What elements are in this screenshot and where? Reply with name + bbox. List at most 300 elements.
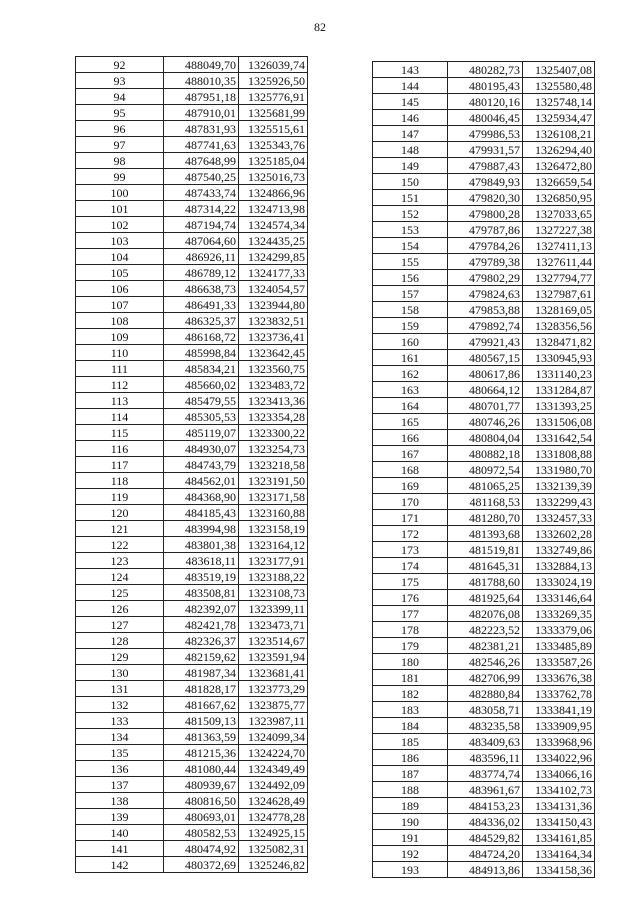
table-row: [373, 270, 595, 286]
table-row: [76, 313, 308, 329]
table-row: [76, 713, 308, 729]
table-row: [373, 158, 595, 174]
x-coordinate-cell: 483508,81: [164, 585, 239, 601]
x-coordinate-cell: 482159,62: [164, 649, 239, 665]
y-coordinate-cell: 1324224,70: [239, 745, 308, 761]
point-number-cell: 150: [373, 174, 448, 190]
x-coordinate-cell: 484743,79: [164, 457, 239, 473]
x-coordinate-cell: 482381,21: [448, 638, 523, 654]
table-row: [373, 670, 595, 686]
point-number-cell: 95: [76, 105, 164, 121]
y-coordinate-cell: 1326850,95: [523, 190, 595, 206]
y-coordinate-cell: 1327987,61: [523, 286, 595, 302]
y-coordinate-cell: 1323399,11: [239, 601, 308, 617]
point-number-cell: 133: [76, 713, 164, 729]
y-coordinate-cell: 1325343,76: [239, 137, 308, 153]
point-number-cell: 137: [76, 777, 164, 793]
point-number-cell: 132: [76, 697, 164, 713]
point-number-cell: 159: [373, 318, 448, 334]
y-coordinate-cell: 1326294,40: [523, 142, 595, 158]
x-coordinate-cell: 482546,26: [448, 654, 523, 670]
x-coordinate-cell: 482326,37: [164, 633, 239, 649]
x-coordinate-cell: 484930,07: [164, 441, 239, 457]
y-coordinate-cell: 1323473,71: [239, 617, 308, 633]
coordinates-table-left: [75, 56, 308, 873]
table-row: [76, 153, 308, 169]
x-coordinate-cell: 480046,45: [448, 110, 523, 126]
point-number-cell: 100: [76, 185, 164, 201]
y-coordinate-cell: 1328169,05: [523, 302, 595, 318]
y-coordinate-cell: 1325926,50: [239, 73, 308, 89]
x-coordinate-cell: 487910,01: [164, 105, 239, 121]
y-coordinate-cell: 1332139,39: [523, 478, 595, 494]
point-number-cell: 101: [76, 201, 164, 217]
table-row: [373, 414, 595, 430]
x-coordinate-cell: 481788,60: [448, 574, 523, 590]
table-row: [76, 585, 308, 601]
point-number-cell: 116: [76, 441, 164, 457]
y-coordinate-cell: 1323681,41: [239, 665, 308, 681]
point-number-cell: 108: [76, 313, 164, 329]
point-number-cell: 156: [373, 270, 448, 286]
x-coordinate-cell: 480816,50: [164, 793, 239, 809]
table-row: [373, 190, 595, 206]
table-row: [373, 174, 595, 190]
y-coordinate-cell: 1323300,22: [239, 425, 308, 441]
point-number-cell: 119: [76, 489, 164, 505]
table-row: [373, 846, 595, 862]
y-coordinate-cell: 1334022,96: [523, 750, 595, 766]
x-coordinate-cell: 479787,86: [448, 222, 523, 238]
x-coordinate-cell: 481987,34: [164, 665, 239, 681]
x-coordinate-cell: 487741,63: [164, 137, 239, 153]
table-row: [373, 206, 595, 222]
table-row: [373, 62, 595, 78]
x-coordinate-cell: 483801,38: [164, 537, 239, 553]
point-number-cell: 192: [373, 846, 448, 862]
x-coordinate-cell: 481363,59: [164, 729, 239, 745]
table-row: [373, 478, 595, 494]
table-row: [373, 350, 595, 366]
table-row: [373, 782, 595, 798]
x-coordinate-cell: 488010,35: [164, 73, 239, 89]
y-coordinate-cell: 1325082,31: [239, 841, 308, 857]
table-row: [76, 505, 308, 521]
table-row: [76, 681, 308, 697]
table-row: [373, 542, 595, 558]
y-coordinate-cell: 1331642,54: [523, 430, 595, 446]
table-row: [373, 462, 595, 478]
point-number-cell: 164: [373, 398, 448, 414]
point-number-cell: 151: [373, 190, 448, 206]
x-coordinate-cell: 486789,12: [164, 265, 239, 281]
y-coordinate-cell: 1323642,45: [239, 345, 308, 361]
y-coordinate-cell: 1333024,19: [523, 574, 595, 590]
point-number-cell: 117: [76, 457, 164, 473]
y-coordinate-cell: 1325246,82: [239, 857, 308, 873]
x-coordinate-cell: 481280,70: [448, 510, 523, 526]
x-coordinate-cell: 480746,26: [448, 414, 523, 430]
table-row: [76, 665, 308, 681]
table-row: [76, 345, 308, 361]
y-coordinate-cell: 1333762,78: [523, 686, 595, 702]
y-coordinate-cell: 1323158,19: [239, 521, 308, 537]
y-coordinate-cell: 1331506,08: [523, 414, 595, 430]
y-coordinate-cell: 1327611,44: [523, 254, 595, 270]
point-number-cell: 123: [76, 553, 164, 569]
x-coordinate-cell: 483058,71: [448, 702, 523, 718]
table-row: [76, 73, 308, 89]
table-row: [76, 89, 308, 105]
y-coordinate-cell: 1333485,89: [523, 638, 595, 654]
table-row: [76, 617, 308, 633]
table-row: [373, 750, 595, 766]
point-number-cell: 145: [373, 94, 448, 110]
point-number-cell: 98: [76, 153, 164, 169]
y-coordinate-cell: 1325016,73: [239, 169, 308, 185]
y-coordinate-cell: 1324713,98: [239, 201, 308, 217]
point-number-cell: 127: [76, 617, 164, 633]
table-row: [76, 377, 308, 393]
x-coordinate-cell: 483519,19: [164, 569, 239, 585]
table-row: [373, 142, 595, 158]
table-row: [373, 238, 595, 254]
point-number-cell: 193: [373, 862, 448, 878]
table-row: [76, 489, 308, 505]
table-row: [373, 446, 595, 462]
y-coordinate-cell: 1325580,48: [523, 78, 595, 94]
y-coordinate-cell: 1324054,57: [239, 281, 308, 297]
point-number-cell: 99: [76, 169, 164, 185]
x-coordinate-cell: 480972,54: [448, 462, 523, 478]
y-coordinate-cell: 1333587,26: [523, 654, 595, 670]
y-coordinate-cell: 1328471,82: [523, 334, 595, 350]
x-coordinate-cell: 484153,23: [448, 798, 523, 814]
y-coordinate-cell: 1327411,13: [523, 238, 595, 254]
table-row: [373, 110, 595, 126]
y-coordinate-cell: 1331393,25: [523, 398, 595, 414]
y-coordinate-cell: 1323164,12: [239, 537, 308, 553]
point-number-cell: 167: [373, 446, 448, 462]
x-coordinate-cell: 481667,62: [164, 697, 239, 713]
table-row: [76, 201, 308, 217]
point-number-cell: 189: [373, 798, 448, 814]
table-row: [76, 57, 308, 73]
point-number-cell: 163: [373, 382, 448, 398]
point-number-cell: 171: [373, 510, 448, 526]
y-coordinate-cell: 1323514,67: [239, 633, 308, 649]
point-number-cell: 185: [373, 734, 448, 750]
y-coordinate-cell: 1324574,34: [239, 217, 308, 233]
table-row: [373, 654, 595, 670]
point-number-cell: 139: [76, 809, 164, 825]
point-number-cell: 177: [373, 606, 448, 622]
x-coordinate-cell: 484368,90: [164, 489, 239, 505]
table-row: [373, 398, 595, 414]
x-coordinate-cell: 487064,60: [164, 233, 239, 249]
x-coordinate-cell: 483596,11: [448, 750, 523, 766]
table-row: [373, 302, 595, 318]
x-coordinate-cell: 481168,53: [448, 494, 523, 510]
table-row: [76, 169, 308, 185]
page-number: 82: [314, 20, 326, 34]
y-coordinate-cell: 1325748,14: [523, 94, 595, 110]
table-row: [373, 222, 595, 238]
table-row: [76, 857, 308, 873]
point-number-cell: 114: [76, 409, 164, 425]
x-coordinate-cell: 481215,36: [164, 745, 239, 761]
x-coordinate-cell: 484336,02: [448, 814, 523, 830]
table-row: [373, 606, 595, 622]
table-row: [76, 745, 308, 761]
table-row: [76, 265, 308, 281]
x-coordinate-cell: 486638,73: [164, 281, 239, 297]
x-coordinate-cell: 480567,15: [448, 350, 523, 366]
y-coordinate-cell: 1334066,16: [523, 766, 595, 782]
table-row: [76, 425, 308, 441]
table-row: [76, 473, 308, 489]
x-coordinate-cell: 479931,57: [448, 142, 523, 158]
x-coordinate-cell: 486168,72: [164, 329, 239, 345]
table-row: [76, 281, 308, 297]
y-coordinate-cell: 1325681,99: [239, 105, 308, 121]
x-coordinate-cell: 486325,37: [164, 313, 239, 329]
y-coordinate-cell: 1334158,36: [523, 862, 595, 878]
y-coordinate-cell: 1323832,51: [239, 313, 308, 329]
x-coordinate-cell: 482706,99: [448, 670, 523, 686]
point-number-cell: 93: [76, 73, 164, 89]
x-coordinate-cell: 487194,74: [164, 217, 239, 233]
table-row: [373, 382, 595, 398]
x-coordinate-cell: 483774,74: [448, 766, 523, 782]
y-coordinate-cell: 1323218,58: [239, 457, 308, 473]
table-row: [373, 334, 595, 350]
x-coordinate-cell: 480120,16: [448, 94, 523, 110]
point-number-cell: 166: [373, 430, 448, 446]
table-row: [76, 441, 308, 457]
point-number-cell: 183: [373, 702, 448, 718]
point-number-cell: 179: [373, 638, 448, 654]
point-number-cell: 118: [76, 473, 164, 489]
y-coordinate-cell: 1325515,61: [239, 121, 308, 137]
point-number-cell: 154: [373, 238, 448, 254]
table-row: [76, 185, 308, 201]
x-coordinate-cell: 480664,12: [448, 382, 523, 398]
point-number-cell: 182: [373, 686, 448, 702]
point-number-cell: 158: [373, 302, 448, 318]
table-row: [373, 686, 595, 702]
x-coordinate-cell: 480582,53: [164, 825, 239, 841]
x-coordinate-cell: 484562,01: [164, 473, 239, 489]
y-coordinate-cell: 1331980,70: [523, 462, 595, 478]
point-number-cell: 94: [76, 89, 164, 105]
point-number-cell: 180: [373, 654, 448, 670]
table-row: [373, 366, 595, 382]
point-number-cell: 178: [373, 622, 448, 638]
x-coordinate-cell: 483235,58: [448, 718, 523, 734]
y-coordinate-cell: 1324299,85: [239, 249, 308, 265]
point-number-cell: 126: [76, 601, 164, 617]
y-coordinate-cell: 1332299,43: [523, 494, 595, 510]
table-row: [76, 809, 308, 825]
x-coordinate-cell: 480693,01: [164, 809, 239, 825]
y-coordinate-cell: 1324925,15: [239, 825, 308, 841]
x-coordinate-cell: 488049,70: [164, 57, 239, 73]
y-coordinate-cell: 1333676,38: [523, 670, 595, 686]
x-coordinate-cell: 481393,68: [448, 526, 523, 542]
x-coordinate-cell: 484185,43: [164, 505, 239, 521]
x-coordinate-cell: 487433,74: [164, 185, 239, 201]
point-number-cell: 169: [373, 478, 448, 494]
y-coordinate-cell: 1323560,75: [239, 361, 308, 377]
y-coordinate-cell: 1332602,28: [523, 526, 595, 542]
point-number-cell: 175: [373, 574, 448, 590]
y-coordinate-cell: 1334102,73: [523, 782, 595, 798]
table-row: [373, 830, 595, 846]
y-coordinate-cell: 1323483,72: [239, 377, 308, 393]
table-row: [373, 574, 595, 590]
table-row: [76, 409, 308, 425]
y-coordinate-cell: 1333841,19: [523, 702, 595, 718]
y-coordinate-cell: 1326108,21: [523, 126, 595, 142]
table-row: [76, 729, 308, 745]
x-coordinate-cell: 480804,04: [448, 430, 523, 446]
point-number-cell: 121: [76, 521, 164, 537]
x-coordinate-cell: 482223,52: [448, 622, 523, 638]
table-row: [373, 254, 595, 270]
y-coordinate-cell: 1333379,06: [523, 622, 595, 638]
point-number-cell: 157: [373, 286, 448, 302]
coordinates-table-right: [372, 61, 595, 878]
point-number-cell: 173: [373, 542, 448, 558]
point-number-cell: 124: [76, 569, 164, 585]
x-coordinate-cell: 481925,64: [448, 590, 523, 606]
point-number-cell: 120: [76, 505, 164, 521]
x-coordinate-cell: 479986,53: [448, 126, 523, 142]
table-row: [373, 126, 595, 142]
point-number-cell: 165: [373, 414, 448, 430]
point-number-cell: 176: [373, 590, 448, 606]
point-number-cell: 113: [76, 393, 164, 409]
point-number-cell: 92: [76, 57, 164, 73]
y-coordinate-cell: 1323171,58: [239, 489, 308, 505]
x-coordinate-cell: 482392,07: [164, 601, 239, 617]
x-coordinate-cell: 480372,69: [164, 857, 239, 873]
y-coordinate-cell: 1334150,43: [523, 814, 595, 830]
point-number-cell: 125: [76, 585, 164, 601]
table-row: [76, 649, 308, 665]
table-row: [373, 862, 595, 878]
x-coordinate-cell: 484724,20: [448, 846, 523, 862]
point-number-cell: 110: [76, 345, 164, 361]
y-coordinate-cell: 1326659,54: [523, 174, 595, 190]
table-row: [373, 94, 595, 110]
table-row: [373, 766, 595, 782]
y-coordinate-cell: 1323160,88: [239, 505, 308, 521]
table-row: [76, 825, 308, 841]
point-number-cell: 143: [373, 62, 448, 78]
x-coordinate-cell: 485305,53: [164, 409, 239, 425]
table-row: [76, 233, 308, 249]
table-row: [373, 526, 595, 542]
table-row: [76, 105, 308, 121]
table-row: [373, 558, 595, 574]
x-coordinate-cell: 479892,74: [448, 318, 523, 334]
y-coordinate-cell: 1323736,41: [239, 329, 308, 345]
x-coordinate-cell: 479849,93: [448, 174, 523, 190]
point-number-cell: 188: [373, 782, 448, 798]
y-coordinate-cell: 1330945,93: [523, 350, 595, 366]
table-row: [76, 633, 308, 649]
y-coordinate-cell: 1333968,96: [523, 734, 595, 750]
y-coordinate-cell: 1323944,80: [239, 297, 308, 313]
x-coordinate-cell: 479800,28: [448, 206, 523, 222]
table-row: [373, 622, 595, 638]
y-coordinate-cell: 1326039,74: [239, 57, 308, 73]
x-coordinate-cell: 481080,44: [164, 761, 239, 777]
table-row: [373, 286, 595, 302]
y-coordinate-cell: 1324866,96: [239, 185, 308, 201]
table-row: [76, 777, 308, 793]
x-coordinate-cell: 485660,02: [164, 377, 239, 393]
x-coordinate-cell: 480617,86: [448, 366, 523, 382]
x-coordinate-cell: 481519,81: [448, 542, 523, 558]
x-coordinate-cell: 483961,67: [448, 782, 523, 798]
x-coordinate-cell: 482076,08: [448, 606, 523, 622]
table-row: [76, 249, 308, 265]
y-coordinate-cell: 1333909,95: [523, 718, 595, 734]
point-number-cell: 128: [76, 633, 164, 649]
point-number-cell: 187: [373, 766, 448, 782]
point-number-cell: 106: [76, 281, 164, 297]
y-coordinate-cell: 1332884,13: [523, 558, 595, 574]
y-coordinate-cell: 1327794,77: [523, 270, 595, 286]
point-number-cell: 144: [373, 78, 448, 94]
table-row: [76, 361, 308, 377]
y-coordinate-cell: 1323254,73: [239, 441, 308, 457]
point-number-cell: 96: [76, 121, 164, 137]
point-number-cell: 161: [373, 350, 448, 366]
y-coordinate-cell: 1331284,87: [523, 382, 595, 398]
x-coordinate-cell: 480701,77: [448, 398, 523, 414]
point-number-cell: 103: [76, 233, 164, 249]
point-number-cell: 140: [76, 825, 164, 841]
point-number-cell: 115: [76, 425, 164, 441]
y-coordinate-cell: 1324435,25: [239, 233, 308, 249]
point-number-cell: 149: [373, 158, 448, 174]
table-row: [373, 814, 595, 830]
point-number-cell: 184: [373, 718, 448, 734]
point-number-cell: 191: [373, 830, 448, 846]
table-row: [373, 798, 595, 814]
x-coordinate-cell: 479820,30: [448, 190, 523, 206]
table-row: [373, 78, 595, 94]
point-number-cell: 130: [76, 665, 164, 681]
y-coordinate-cell: 1325934,47: [523, 110, 595, 126]
y-coordinate-cell: 1324778,28: [239, 809, 308, 825]
point-number-cell: 131: [76, 681, 164, 697]
point-number-cell: 104: [76, 249, 164, 265]
table-row: [76, 297, 308, 313]
y-coordinate-cell: 1334161,85: [523, 830, 595, 846]
x-coordinate-cell: 484913,86: [448, 862, 523, 878]
point-number-cell: 134: [76, 729, 164, 745]
y-coordinate-cell: 1324099,34: [239, 729, 308, 745]
y-coordinate-cell: 1332457,33: [523, 510, 595, 526]
point-number-cell: 129: [76, 649, 164, 665]
point-number-cell: 172: [373, 526, 448, 542]
table-row: [76, 393, 308, 409]
